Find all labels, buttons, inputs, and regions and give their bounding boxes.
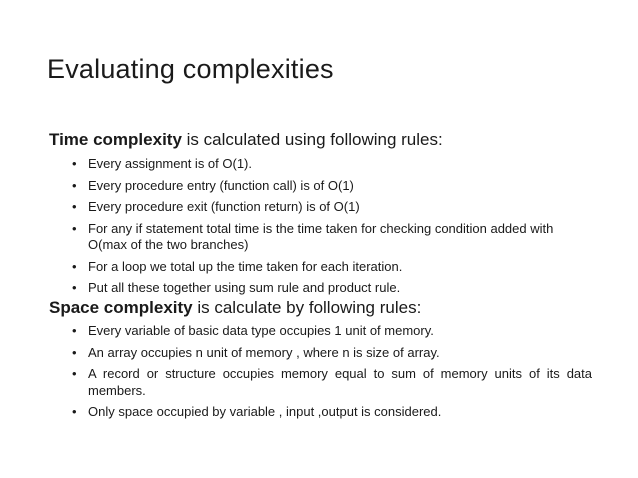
rule-text: For a loop we total up the time taken for each iteration. [88,258,403,274]
list-item [72,156,592,173]
rule-text: Every variable of basic data type occupies 1 unit of memory. [88,323,434,338]
bullet-icon: • [72,177,77,193]
rule-text: For any if statement total time is the time taken for checking condition added with O(max of the two branches) [88,220,554,252]
list-item [72,178,592,195]
time-complexity-rules [72,156,592,302]
time-complexity-heading-rest: is calculated using following rules: [181,130,443,149]
bullet-icon: • [72,280,77,295]
bullet-icon: • [72,323,77,338]
list-item [72,280,592,297]
rule-text: Every procedure entry (function call) is of O(1) [88,177,354,193]
space-complexity-heading [49,298,421,318]
rule-text: Only space occupied by variable , input ,output is considered. [88,404,442,419]
rule-text: Every assignment is of O(1). [88,156,252,171]
bullet-icon: • [72,404,77,419]
time-complexity-heading [49,130,443,150]
list-item [72,404,592,421]
list-item [72,199,592,216]
space-complexity-heading-rest: is calculate by following rules: [192,298,422,317]
list-item [72,345,592,362]
bullet-icon: • [72,156,77,171]
list-item [72,221,592,254]
rule-text: An array occupies n unit of memory , where n is size of array. [88,344,440,360]
bullet-icon: • [72,366,77,381]
list-item [72,323,592,340]
slide-title: Evaluating complexities [47,54,334,84]
list-item [72,366,592,399]
space-complexity-term: Space complexity [49,298,193,317]
time-complexity-term: Time complexity [49,130,182,149]
rule-text: A record or structure occupies memory equal to sum of memory units of its data members. [88,366,592,398]
list-item [72,259,592,276]
bullet-icon: • [72,258,77,274]
rule-text: Put all these together using sum rule and product rule. [88,280,401,295]
space-complexity-rules [72,323,592,426]
rule-text: Every procedure exit (function return) is of O(1) [88,199,360,214]
bullet-icon: • [72,199,77,214]
bullet-icon: • [72,220,77,236]
bullet-icon: • [72,344,77,360]
